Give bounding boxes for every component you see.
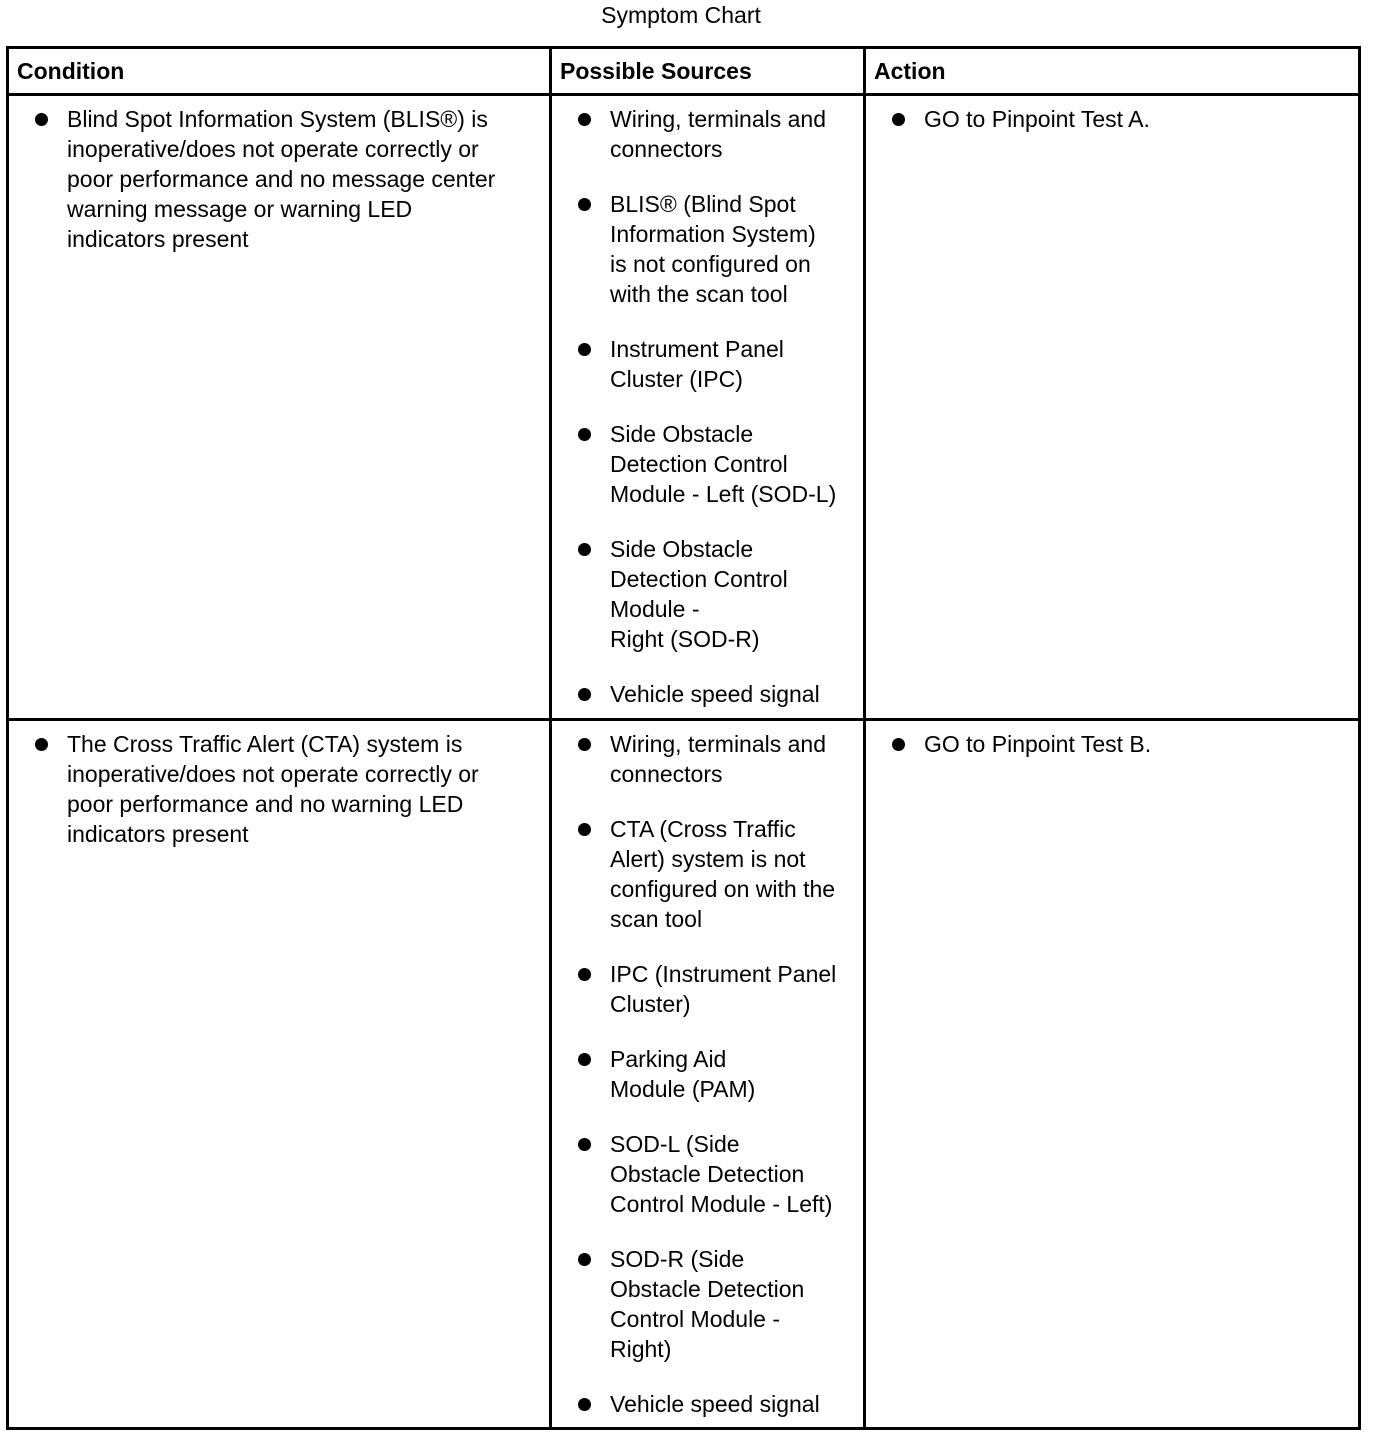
source-text: SOD-L (Side Obstacle Detection Control Module - Left) xyxy=(610,1131,833,1217)
action-text: GO to Pinpoint Test A. xyxy=(924,106,1150,132)
source-text: Side Obstacle Detection Control Module - Right (SOD-R) xyxy=(610,536,788,652)
source-text: BLIS® (Blind Spot Information System) is not configured on with the scan tool xyxy=(610,191,816,307)
source-text: IPC (Instrument Panel Cluster) xyxy=(610,961,837,1017)
list-item xyxy=(576,189,857,309)
action-text: GO to Pinpoint Test B. xyxy=(924,731,1152,757)
bullet-icon xyxy=(578,543,591,556)
condition-cell xyxy=(8,95,551,720)
list-item xyxy=(576,104,857,164)
source-text: Side Obstacle Detection Control Module - Left (SOD-L) xyxy=(610,421,837,507)
list-item xyxy=(890,104,1352,134)
action-list xyxy=(890,104,1352,134)
list-item xyxy=(576,1129,857,1219)
bullet-icon xyxy=(578,968,591,981)
possible-sources-cell xyxy=(551,95,865,720)
bullet-icon xyxy=(35,738,48,751)
header-possible-sources: Possible Sources xyxy=(551,48,865,95)
bullet-icon xyxy=(578,823,591,836)
bullet-icon xyxy=(578,738,591,751)
bullet-icon xyxy=(578,428,591,441)
table-row xyxy=(8,95,1360,720)
list-item xyxy=(576,1044,857,1104)
condition-cell xyxy=(8,720,551,1429)
source-text: Wiring, terminals and connectors xyxy=(610,106,827,162)
condition-text: Blind Spot Information System (BLIS®) is inoperative/does not operate correctly or poor performance and no message center warning message or warning LED indicators present xyxy=(67,106,496,252)
source-text: CTA (Cross Traffic Alert) system is not configured on with the scan tool xyxy=(610,816,836,932)
table-row xyxy=(8,720,1360,1429)
list-item xyxy=(576,679,857,709)
source-text: SOD-R (Side Obstacle Detection Control Module - Right) xyxy=(610,1246,805,1362)
bullet-icon xyxy=(578,1253,591,1266)
bullet-icon xyxy=(578,1053,591,1066)
list-item xyxy=(33,104,543,254)
list-item xyxy=(576,419,857,509)
source-text: Vehicle speed signal xyxy=(610,1391,820,1417)
bullet-icon xyxy=(578,1138,591,1151)
chart-title: Symptom Chart xyxy=(601,2,761,28)
bullet-icon xyxy=(892,113,905,126)
source-text: Wiring, terminals and connectors xyxy=(610,731,827,787)
condition-text: The Cross Traffic Alert (CTA) system is inoperative/does not operate correctly or poor performance and no warning LED indicators present xyxy=(67,731,479,847)
source-text: Parking Aid Module (PAM) xyxy=(610,1046,756,1102)
source-text: Vehicle speed signal xyxy=(610,681,820,707)
bullet-icon xyxy=(578,198,591,211)
condition-list xyxy=(33,104,543,254)
sources-list xyxy=(576,729,857,1419)
bullet-icon xyxy=(578,1398,591,1411)
condition-list xyxy=(33,729,543,849)
header-condition: Condition xyxy=(8,48,551,95)
action-list xyxy=(890,729,1352,759)
list-item xyxy=(576,534,857,654)
list-item xyxy=(576,1244,857,1364)
source-text: Instrument Panel Cluster (IPC) xyxy=(610,336,784,392)
header-action: Action xyxy=(865,48,1360,95)
action-cell xyxy=(865,720,1360,1429)
bullet-icon xyxy=(892,738,905,751)
bullet-icon xyxy=(578,688,591,701)
list-item xyxy=(890,729,1352,759)
bullet-icon xyxy=(35,113,48,126)
action-cell xyxy=(865,95,1360,720)
list-item xyxy=(576,334,857,394)
bullet-icon xyxy=(578,113,591,126)
list-item xyxy=(33,729,543,849)
list-item xyxy=(576,959,857,1019)
possible-sources-cell xyxy=(551,720,865,1429)
table-header-row xyxy=(8,48,1360,95)
sources-list xyxy=(576,104,857,709)
list-item xyxy=(576,1389,857,1419)
list-item xyxy=(576,814,857,934)
symptom-table xyxy=(6,46,1361,1430)
bullet-icon xyxy=(578,343,591,356)
list-item xyxy=(576,729,857,789)
